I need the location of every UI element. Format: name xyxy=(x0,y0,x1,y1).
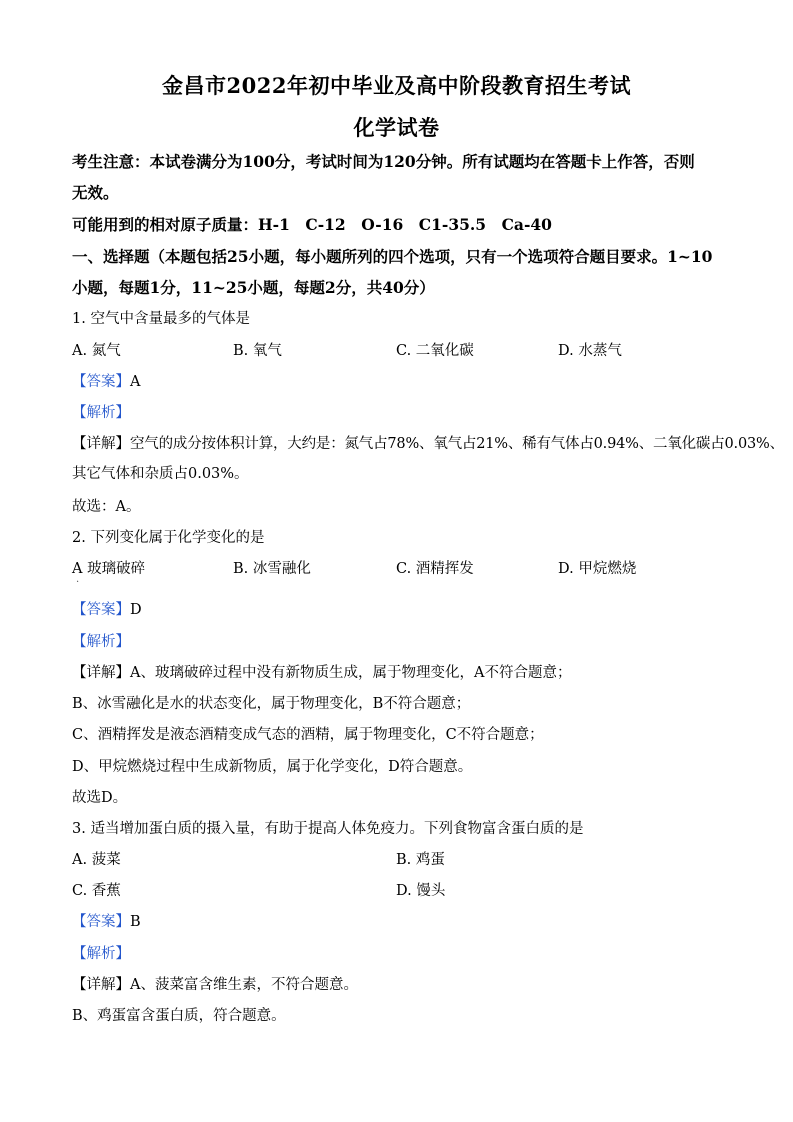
question-2-detail-line-4: D、甲烷燃烧过程中生成新物质，属于化学变化，D符合题意。 xyxy=(72,759,473,775)
detail-text: 空气的成分按体积计算，大约是：氮气占78%、氧气占21%、稀有气体占0.94%、二氧化碳占0.03%、 xyxy=(130,436,784,452)
question-2-option-c: C. 酒精挥发 xyxy=(396,561,474,577)
detail-tag: 【详解】 xyxy=(72,436,130,452)
question-1-answer xyxy=(72,370,140,391)
answer-tag: 【答案】 xyxy=(72,602,130,618)
notice-line-2: 无效。 xyxy=(72,183,119,202)
question-1-detail-line-2: 其它气体和杂质占0.03%。 xyxy=(72,466,249,482)
question-1-conclusion: 故选：A。 xyxy=(72,499,141,515)
detail-tag: 【详解】 xyxy=(72,977,130,993)
section-heading-line-2: 小题，每题1分，11~25小题，每题2分，共40分） xyxy=(72,278,435,297)
question-2-answer xyxy=(72,598,142,619)
question-3-answer xyxy=(72,910,141,931)
question-1-option-b: B. 氧气 xyxy=(233,343,282,359)
atomic-masses: 可能用到的相对原子质量：H-1 C-12 O-16 C1-35.5 Ca-40 xyxy=(72,215,552,234)
question-1-option-c: C. 二氧化碳 xyxy=(396,343,474,359)
detail-text: A、菠菜富含维生素，不符合题意。 xyxy=(130,977,358,993)
question-3-detail-line-1 xyxy=(72,973,358,994)
question-3-stem: 3. 适当增加蛋白质的摄入量，有助于提高人体免疫力。下列食物富含蛋白质的是 xyxy=(72,821,584,837)
question-1-detail-line-1 xyxy=(72,432,784,453)
question-3-option-c: C. 香蕉 xyxy=(72,883,121,899)
question-2-option-d: D. 甲烷燃烧 xyxy=(558,561,637,577)
question-3-detail-line-2: B、鸡蛋富含蛋白质，符合题意。 xyxy=(72,1008,286,1024)
detail-text: A、玻璃破碎过程中没有新物质生成，属于物理变化，A不符合题意； xyxy=(130,665,572,681)
exam-title: 金昌市2022年初中毕业及高中阶段教育招生考试 xyxy=(162,73,631,98)
question-1-option-d: D. 水蒸气 xyxy=(558,343,622,359)
question-2-detail-line-1 xyxy=(72,661,571,682)
question-3-option-a: A. 菠菜 xyxy=(72,852,121,868)
question-2-option-b: B. 冰雪融化 xyxy=(233,561,311,577)
question-2-conclusion: 故选D。 xyxy=(72,790,128,806)
detail-tag: 【详解】 xyxy=(72,665,130,681)
answer-value: A xyxy=(130,374,141,390)
question-2-stem: 2. 下列变化属于化学变化的是 xyxy=(72,530,265,546)
answer-tag: 【答案】 xyxy=(72,374,130,390)
question-3-analysis-tag: 【解析】 xyxy=(72,946,130,962)
answer-tag: 【答案】 xyxy=(72,914,130,930)
question-1-option-a: A. 氮气 xyxy=(72,343,121,359)
question-1-stem: 1. 空气中含量最多的气体是 xyxy=(72,311,250,327)
question-2-detail-line-3: C、酒精挥发是液态酒精变成气态的酒精，属于物理变化，C不符合题意； xyxy=(72,727,544,743)
question-3-option-b: B. 鸡蛋 xyxy=(396,852,445,868)
section-heading-line-1: 一、选择题（本题包括25小题，每小题所列的四个选项，只有一个选项符合题目要求。1~10 xyxy=(72,247,713,266)
question-1-analysis-tag: 【解析】 xyxy=(72,405,130,421)
answer-value: D xyxy=(130,602,142,618)
question-3-option-d: D. 馒头 xyxy=(396,883,446,899)
question-2-option-a: A 玻璃破碎 xyxy=(72,561,146,577)
exam-subtitle: 化学试卷 xyxy=(353,115,440,140)
stray-dot: . xyxy=(76,574,80,585)
notice-line-1: 考生注意：本试卷满分为100分，考试时间为120分钟。所有试题均在答题卡上作答，否则 xyxy=(72,152,695,171)
answer-value: B xyxy=(130,914,141,930)
question-2-analysis-tag: 【解析】 xyxy=(72,634,130,650)
question-2-detail-line-2: B、冰雪融化是水的状态变化，属于物理变化，B不符合题意； xyxy=(72,696,471,712)
